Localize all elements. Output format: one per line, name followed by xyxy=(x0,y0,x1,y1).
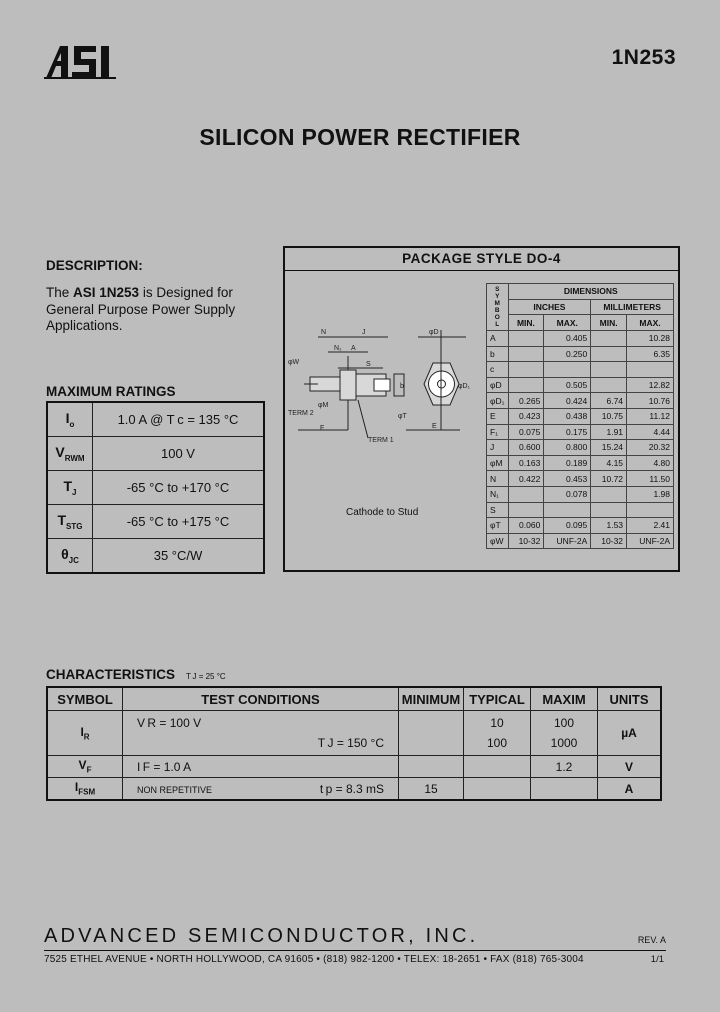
col-minimum: MINIMUM xyxy=(399,687,464,711)
dimension-symbol: N₁ xyxy=(487,486,509,502)
ifsm-condition-1: NON REPETITIVE xyxy=(137,784,213,795)
ifsm-unit: A xyxy=(598,778,662,801)
max-ratings-table xyxy=(46,401,265,574)
dimension-row xyxy=(487,393,674,409)
dimension-value: 0.075 xyxy=(508,424,544,440)
rating-symbol: $I_o$ xyxy=(47,402,93,437)
dimension-value: UNF-2A xyxy=(627,533,674,549)
package-title: PACKAGE STYLE DO-4 xyxy=(402,251,561,266)
description-body: is Designed for General Purpose Power Supply Applications. xyxy=(46,285,236,333)
rating-value: -65 °C to +170 °C xyxy=(93,471,265,505)
ir-condition-1: V R = 100 V xyxy=(137,716,202,730)
description-brand: ASI 1N253 xyxy=(73,285,140,300)
dimension-value: 4.44 xyxy=(627,424,674,440)
ifsm-max xyxy=(531,778,598,801)
svg-text:E: E xyxy=(432,423,437,430)
dimension-value: 10.76 xyxy=(627,393,674,409)
dimension-value: 12.82 xyxy=(627,377,674,393)
dimension-symbol: φW xyxy=(487,533,509,549)
dimension-symbol: φD xyxy=(487,377,509,393)
characteristics-condition: T J = 25 °C xyxy=(186,672,226,681)
dimension-value: 10.75 xyxy=(591,408,627,424)
dimension-value: UNF-2A xyxy=(544,533,591,549)
svg-text:N₁: N₁ xyxy=(334,345,342,352)
company-address: 7525 ETHEL AVENUE • NORTH HOLLYWOOD, CA 91605 • (818) 982-1200 • TELEX: 18-2651 • FAX (818) 765-3004 xyxy=(44,954,584,965)
ifsm-symbol: $I_{FSM}$ xyxy=(47,778,123,801)
ifsm-condition-2: t p = 8.3 mS xyxy=(319,781,384,796)
dimension-row xyxy=(487,502,674,518)
dimensions-body xyxy=(487,331,674,549)
ir-typ xyxy=(464,711,531,756)
dimension-value: 0.175 xyxy=(544,424,591,440)
dimension-symbol: E xyxy=(487,408,509,424)
dimension-row xyxy=(487,362,674,378)
dimension-value: 0.505 xyxy=(544,377,591,393)
mm-header: MILLIMETERS xyxy=(591,299,674,315)
dimension-row xyxy=(487,455,674,471)
dimension-symbol: N xyxy=(487,471,509,487)
table-row xyxy=(487,284,674,300)
dimension-value: 0.060 xyxy=(508,518,544,534)
dimension-value: 0.600 xyxy=(508,440,544,456)
dimension-value xyxy=(591,486,627,502)
dimension-value: 0.800 xyxy=(544,440,591,456)
table-row xyxy=(47,437,264,471)
do4-package-drawing xyxy=(288,300,478,455)
vf-unit: V xyxy=(598,756,662,778)
rating-symbol: $V_{RWM}$ xyxy=(47,437,93,471)
dimension-value xyxy=(591,377,627,393)
table-row xyxy=(47,711,661,756)
characteristics-heading: CHARACTERISTICS xyxy=(46,667,176,682)
vf-condition: I F = 1.0 A xyxy=(123,756,399,778)
dimension-value xyxy=(591,346,627,362)
svg-text:N: N xyxy=(321,329,327,336)
dimension-value: 1.53 xyxy=(591,518,627,534)
ir-typ-1: 10 xyxy=(490,716,504,730)
dimension-value: 1.98 xyxy=(627,486,674,502)
dimension-symbol: φT xyxy=(487,518,509,534)
dimension-value: 15.24 xyxy=(591,440,627,456)
table-row xyxy=(47,756,661,778)
dimension-symbol: φM xyxy=(487,455,509,471)
ir-typ-2: 100 xyxy=(486,736,508,750)
svg-text:b: b xyxy=(400,383,404,390)
col-symbol: SYMBOL xyxy=(47,687,123,711)
col-test-conditions: TEST CONDITIONS xyxy=(123,687,399,711)
dimension-value xyxy=(627,502,674,518)
dimension-symbol: b xyxy=(487,346,509,362)
rating-symbol: $T_J$ xyxy=(47,471,93,505)
dimension-value: 0.265 xyxy=(508,393,544,409)
svg-text:F: F xyxy=(320,425,325,432)
rating-value: -65 °C to +175 °C xyxy=(93,505,265,539)
dimension-value: 0.405 xyxy=(544,331,591,347)
page-title: SILICON POWER RECTIFIER xyxy=(199,124,521,150)
svg-text:φD: φD xyxy=(429,329,439,336)
dimension-symbol: S xyxy=(487,502,509,518)
dimension-row xyxy=(487,486,674,502)
table-row xyxy=(487,299,674,315)
dimension-row xyxy=(487,331,674,347)
dimension-value: 0.424 xyxy=(544,393,591,409)
vf-symbol: $V_F$ xyxy=(47,756,123,778)
max-header: MAX. xyxy=(544,315,591,331)
rating-value: 35 °C/W xyxy=(93,539,265,574)
table-row xyxy=(47,471,264,505)
dimension-value xyxy=(627,362,674,378)
dimensions-table xyxy=(486,283,674,549)
dimension-value: 10.28 xyxy=(627,331,674,347)
ir-max-2: 1000 xyxy=(550,736,578,750)
rating-value: 1.0 A @ T c = 135 °C xyxy=(93,402,265,437)
dimension-value: 10.72 xyxy=(591,471,627,487)
ir-symbol: $I_R$ xyxy=(47,711,123,756)
dimension-symbol: J xyxy=(487,440,509,456)
table-row xyxy=(47,402,264,437)
vf-min xyxy=(399,756,464,778)
vf-max: 1.2 xyxy=(531,756,598,778)
ifsm-conditions xyxy=(123,778,399,801)
ir-condition-2: T J = 150 °C xyxy=(317,736,384,750)
dimension-value xyxy=(544,502,591,518)
dimension-row xyxy=(487,377,674,393)
dimension-value xyxy=(591,362,627,378)
dimension-row xyxy=(487,533,674,549)
dimension-value: 4.80 xyxy=(627,455,674,471)
svg-text:φW: φW xyxy=(288,359,300,366)
dimension-symbol: A xyxy=(487,331,509,347)
page-number: 1/1 xyxy=(650,954,664,965)
ir-max-1: 100 xyxy=(553,716,575,730)
dimension-value xyxy=(508,362,544,378)
table-row xyxy=(47,505,264,539)
max-ratings-heading: MAXIMUM RATINGS xyxy=(46,384,176,399)
svg-text:A: A xyxy=(351,345,356,352)
asi-logo xyxy=(44,44,116,80)
description-text xyxy=(46,285,256,335)
dimension-value: 4.15 xyxy=(591,455,627,471)
description-heading: DESCRIPTION: xyxy=(46,258,143,273)
dimension-value: 0.095 xyxy=(544,518,591,534)
rating-value: 100 V xyxy=(93,437,265,471)
ifsm-min: 15 xyxy=(399,778,464,801)
ir-unit: µA xyxy=(598,711,662,756)
symbol-header: S Y M B O L xyxy=(487,284,509,331)
ir-conditions xyxy=(123,711,399,756)
svg-text:J: J xyxy=(362,329,366,336)
svg-text:TERM 1: TERM 1 xyxy=(368,437,394,444)
table-row xyxy=(487,315,674,331)
dimension-value: 0.189 xyxy=(544,455,591,471)
min-header: MIN. xyxy=(508,315,544,331)
drawing-note: Cathode to Stud xyxy=(346,507,419,518)
col-units: UNITS xyxy=(598,687,662,711)
table-header-row xyxy=(47,687,661,711)
inches-header: INCHES xyxy=(508,299,591,315)
svg-text:φM: φM xyxy=(318,402,329,409)
dimension-row xyxy=(487,518,674,534)
dimension-value xyxy=(508,346,544,362)
dimension-value: 11.12 xyxy=(627,408,674,424)
ir-min xyxy=(399,711,464,756)
dimension-row xyxy=(487,346,674,362)
dimension-value xyxy=(508,502,544,518)
revision: REV. A xyxy=(637,935,666,945)
rating-symbol: $\theta_{JC}$ xyxy=(47,539,93,574)
dimension-row xyxy=(487,440,674,456)
dimension-value: 0.250 xyxy=(544,346,591,362)
dimension-value: 20.32 xyxy=(627,440,674,456)
table-row xyxy=(47,539,264,574)
max-header: MAX. xyxy=(627,315,674,331)
vf-typ xyxy=(464,756,531,778)
dimension-value xyxy=(508,377,544,393)
company-name: ADVANCED SEMICONDUCTOR, INC. xyxy=(44,925,479,947)
dimension-value: 2.41 xyxy=(627,518,674,534)
dimension-value xyxy=(508,486,544,502)
dimension-value xyxy=(508,331,544,347)
part-number: 1N253 xyxy=(611,46,676,69)
dimension-value: 6.74 xyxy=(591,393,627,409)
ifsm-typ xyxy=(464,778,531,801)
package-title-divider xyxy=(285,270,678,271)
svg-text:TERM 2: TERM 2 xyxy=(288,410,314,417)
dimension-value xyxy=(591,331,627,347)
min-header: MIN. xyxy=(591,315,627,331)
dimension-value xyxy=(591,502,627,518)
footer-divider xyxy=(44,950,666,951)
dimension-value: 10-32 xyxy=(508,533,544,549)
col-typical: TYPICAL xyxy=(464,687,531,711)
svg-text:S: S xyxy=(366,361,371,368)
dimension-row xyxy=(487,408,674,424)
dimension-value xyxy=(544,362,591,378)
dimension-value: 1.91 xyxy=(591,424,627,440)
dimension-value: 0.423 xyxy=(508,408,544,424)
dimension-value: 0.453 xyxy=(544,471,591,487)
ir-max xyxy=(531,711,598,756)
col-maxim: MAXIM xyxy=(531,687,598,711)
dimension-value: 0.438 xyxy=(544,408,591,424)
svg-text:φT: φT xyxy=(398,413,407,420)
description-prefix: The xyxy=(46,285,70,300)
dimension-symbol: φD₁ xyxy=(487,393,509,409)
dimension-value: 0.163 xyxy=(508,455,544,471)
dimension-symbol: c xyxy=(487,362,509,378)
dimension-row xyxy=(487,424,674,440)
dimension-row xyxy=(487,471,674,487)
dimension-symbol: F₁ xyxy=(487,424,509,440)
dimensions-header: DIMENSIONS xyxy=(508,284,673,300)
svg-text:φD₁: φD₁ xyxy=(458,383,470,390)
rating-symbol: $T_{STG}$ xyxy=(47,505,93,539)
dimension-value: 10-32 xyxy=(591,533,627,549)
dimension-value: 0.078 xyxy=(544,486,591,502)
dimension-value: 11.50 xyxy=(627,471,674,487)
dimension-value: 6.35 xyxy=(627,346,674,362)
dimension-value: 0.422 xyxy=(508,471,544,487)
table-row xyxy=(47,778,661,801)
characteristics-table xyxy=(46,686,662,801)
